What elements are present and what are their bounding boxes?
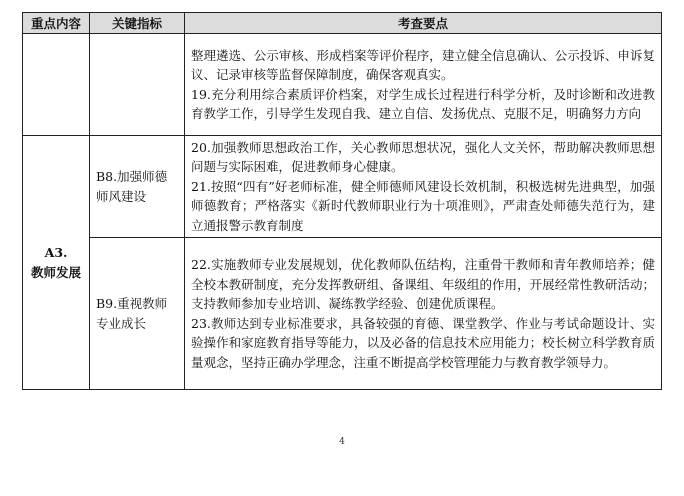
table-header-row (23, 13, 662, 34)
point-text: 22.实施教师专业发展规划，优化教师队伍结构，注重骨干教师和青年教师培养；健全校本教研制度，充分发挥教研组、备课组、年级组的作用，开展经常性教研活动；支持教师参加专业培训、凝练教学经验、创建优质课程。 (191, 257, 655, 311)
table-row (23, 34, 662, 136)
points-cell (185, 34, 662, 136)
indicator-cell: B9.重视教师专业成长 (90, 238, 185, 390)
point-text: 20.加强教师思想政治工作，关心教师思想状况，强化人文关怀，帮助解决教师思想问题与实际困难，促进教师身心健康。 (191, 139, 655, 175)
table-row (23, 136, 662, 238)
evaluation-table (22, 12, 662, 390)
point-text: 23.教师达到专业标准要求，具备较强的育德、课堂教学、作业与考试命题设计、实验操作和家庭教育指导等能力，以及必备的信息技术应用能力；校长树立科学教育质量观念，坚持正确办学理念，注重不断提高学校管理能力与教育教学领导力。 (191, 315, 655, 370)
point-text: 21.按照“四有”好老师标准，健全师德师风建设长效机制，积极选树先进典型，加强师德教育；严格落实《新时代教师职业行为十项准则》，严肃查处师德失范行为，建立通报警示教育制度 (191, 178, 655, 233)
point-text: 19.充分利用综合素质评价档案，对学生成长过程进行科学分析，及时诊断和改进教育教学工作，引导学生发现自我、建立自信、发扬优点、克服不足，明确努力方向 (191, 86, 655, 121)
evaluation-table-container (22, 12, 662, 390)
table-row (23, 238, 662, 390)
page-number: 4 (339, 437, 345, 447)
header-key-content: 重点内容 (23, 13, 90, 34)
indicator-cell: B8.加强师德师风建设 (90, 136, 185, 238)
indicator-cell (90, 34, 185, 136)
key-content-cell (23, 34, 90, 136)
header-indicator: 关键指标 (90, 13, 185, 34)
header-points: 考查要点 (185, 13, 662, 34)
points-cell (185, 136, 662, 238)
key-content-label: 教师发展 (30, 264, 81, 280)
key-content-cell (23, 136, 90, 390)
points-cell (185, 238, 662, 390)
point-text: 整理遴选、公示审核、形成档案等评价程序，建立健全信息确认、公示投诉、申诉复议、记录审核等监督保障制度，确保客观真实。 (191, 47, 655, 82)
key-content-code: A3. (44, 245, 68, 260)
